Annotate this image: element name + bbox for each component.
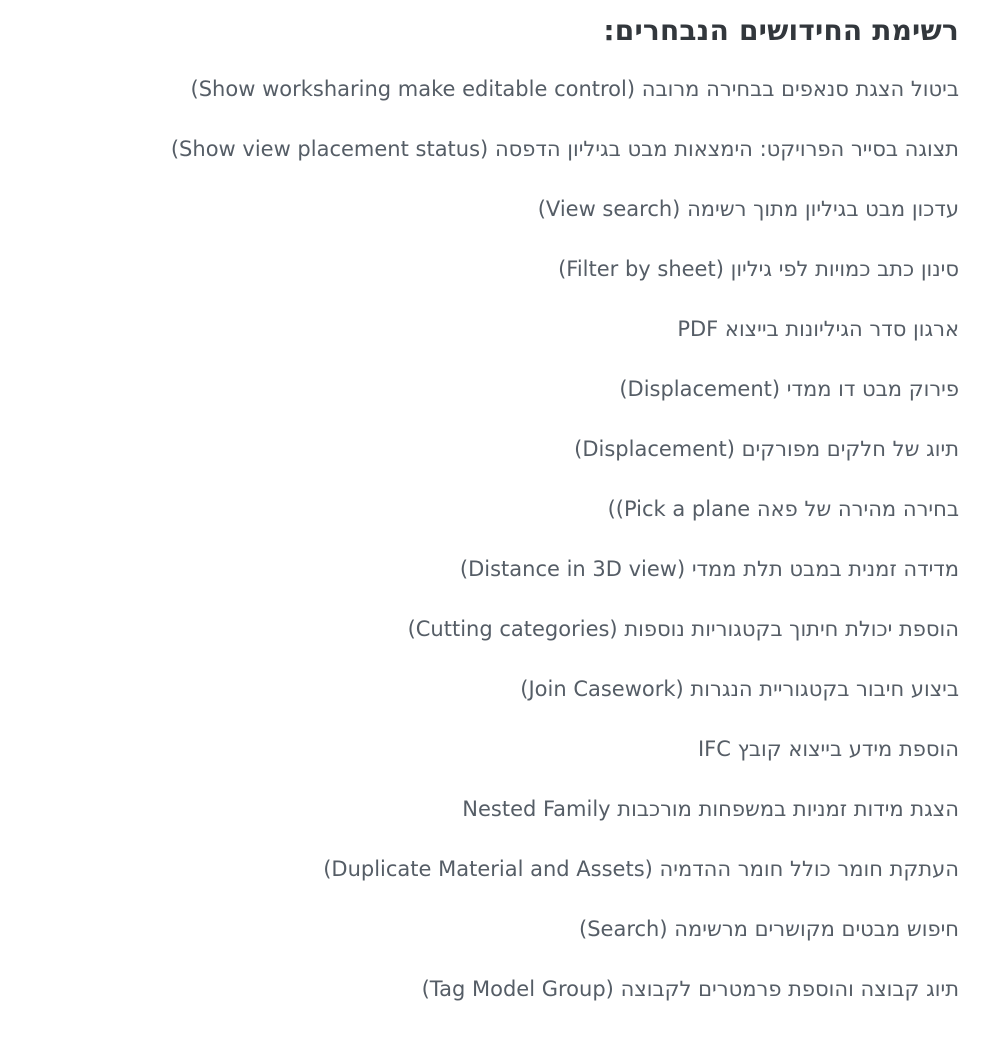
- list-item: [20, 674, 959, 704]
- item-hebrew-text: הוספת יכולת חיתוך בקטגוריות נוספות: [624, 617, 959, 641]
- list-item: [20, 614, 959, 644]
- item-english-text: Nested Family: [462, 797, 611, 821]
- item-english-text: (Cutting categories): [407, 617, 618, 641]
- page-title: רשימת החידושים הנבחרים:: [603, 14, 959, 47]
- item-english-text: (Distance in 3D view): [459, 557, 686, 581]
- item-english-text: ((Pick a plane: [607, 497, 751, 521]
- list-item: [20, 494, 959, 524]
- item-hebrew-text: תצוגה בסייר הפרויקט: הימצאות מבט בגיליון הדפסה: [494, 137, 959, 161]
- item-english-text: (Duplicate Material and Assets): [323, 857, 653, 881]
- item-hebrew-text: הוספת מידע בייצוא קובץ: [737, 737, 959, 761]
- item-english-text: (Join Casework): [520, 677, 684, 701]
- list-item: [20, 194, 959, 224]
- list-item: [20, 914, 959, 944]
- item-hebrew-text: הצגת מידות זמניות במשפחות מורכבות: [617, 797, 959, 821]
- list-item: [20, 554, 959, 584]
- item-hebrew-text: תיוג קבוצה והוספת פרמטרים לקבוצה: [620, 977, 959, 1001]
- list-item: [20, 434, 959, 464]
- item-hebrew-text: סינון כתב כמויות לפי גיליון: [730, 257, 959, 281]
- item-english-text: (Show view placement status): [170, 137, 489, 161]
- item-hebrew-text: מדידה זמנית במבט תלת ממדי: [691, 557, 959, 581]
- item-hebrew-text: בחירה מהירה של פאה: [756, 497, 959, 521]
- list-item: [20, 734, 959, 764]
- feature-list: [20, 74, 959, 1004]
- list-item: [20, 74, 959, 104]
- item-english-text: (Show worksharing make editable control): [190, 77, 636, 101]
- list-item: [20, 134, 959, 164]
- item-hebrew-text: חיפוש מבטים מקושרים מרשימה: [674, 917, 959, 941]
- item-english-text: (View search): [537, 197, 681, 221]
- item-english-text: (Filter by sheet): [558, 257, 724, 281]
- list-item: [20, 854, 959, 884]
- item-hebrew-text: ארגון סדר הגיליונות בייצוא: [724, 317, 959, 341]
- item-english-text: (Displacement): [619, 377, 781, 401]
- item-english-text: IFC: [697, 737, 731, 761]
- item-hebrew-text: ביטול הצגת סנאפים בבחירה מרובה: [641, 77, 959, 101]
- item-hebrew-text: עדכון מבט בגיליון מתוך רשימה: [687, 197, 959, 221]
- item-hebrew-text: פירוק מבט דו ממדי: [786, 377, 959, 401]
- item-hebrew-text: ביצוע חיבור בקטגוריית הנגרות: [690, 677, 959, 701]
- item-english-text: (Tag Model Group): [421, 977, 614, 1001]
- list-item: [20, 314, 959, 344]
- list-item: [20, 374, 959, 404]
- list-item: [20, 254, 959, 284]
- item-english-text: (Search): [579, 917, 668, 941]
- item-hebrew-text: תיוג של חלקים מפורקים: [741, 437, 959, 461]
- item-english-text: (Displacement): [574, 437, 735, 461]
- list-item: [20, 794, 959, 824]
- item-hebrew-text: העתקת חומר כולל חומר ההדמיה: [659, 857, 959, 881]
- list-item: [20, 974, 959, 1004]
- item-english-text: PDF: [677, 317, 719, 341]
